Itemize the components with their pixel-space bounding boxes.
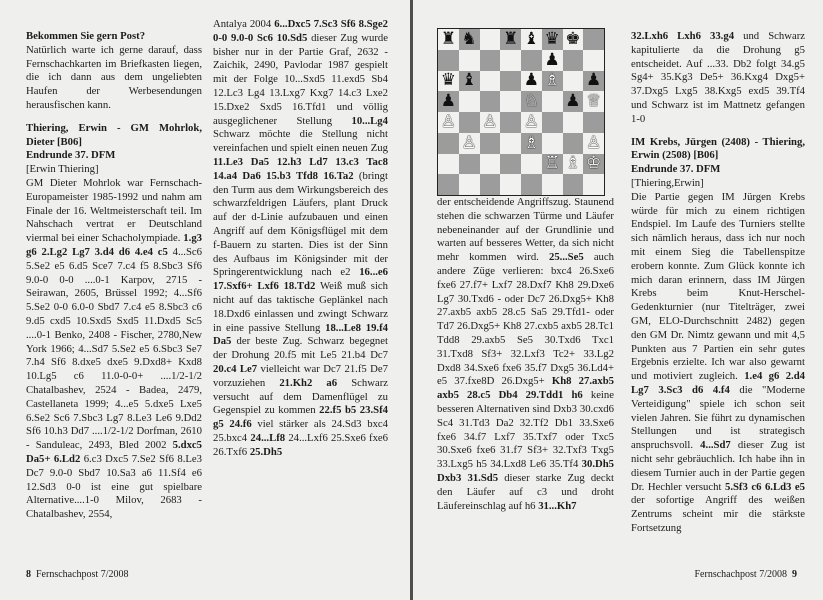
commentary-text: Natürlich warte ich gerne darauf, dass Fernschachkarten im Briefkasten liegen, die ich dann aus dem ungeliebten Haufen der Werbesendungen herausfischen kann. [26,43,202,111]
board-square [583,29,604,50]
left-page-column-2 [213,18,388,460]
section-heading [26,122,202,150]
black-king-icon: ♚ [565,28,581,49]
section-heading [26,30,202,44]
board-square [521,50,542,71]
board-square [459,29,480,50]
board-square [480,50,501,71]
board-square [583,133,604,154]
board-square [563,71,584,92]
commentary-text: Weiß muß sich nicht auf das taktische Geplänkel nach 18.Dxd6 einlassen und zwingt Schwarz in eine passive Stellung [213,280,389,334]
commentary-text: 6.c3 Dxc5 7.Se2 Sf6 8.Le3 Dc7 9.0-0 Sbd7 10.Sa3 a6 11.Sf4 e6 12.Sd3 0-0 ist eine gut spielbare Alternative....1-0 Milov, 2683 - Chatalbashev, 2554, [26,452,202,521]
board-square [500,112,521,133]
board-square [459,91,480,112]
board-square [563,133,584,154]
commentary-text: GM Dieter Mohrlok war Fernschach-Europameister 1985-1992 und nahm am Finale der 16. Weltmeisterschaft teil. Im Nahschach vertrat er Deutschland viermal bei einer Schacholympiade. [26,176,202,245]
board-square [521,29,542,50]
board-square [563,154,584,175]
section-heading [631,163,805,177]
white-bishop-icon: ♗ [523,132,539,153]
chess-moves: 25...Se5 [548,251,584,264]
white-king-icon: ♔ [586,153,602,174]
section-heading [26,149,202,163]
black-bishop-icon: ♝ [461,70,477,91]
chess-moves: Kh8 27.axb5 axb5 28.c5 Db4 29.Tdd1 h6 [437,375,615,402]
chess-moves: 10...Lg4 [351,114,388,127]
board-square [563,174,584,195]
board-square [500,91,521,112]
white-rook-icon: ♖ [544,153,560,174]
board-square [521,133,542,154]
chess-moves: 21.Kh2 a6 [279,376,338,389]
board-square [542,71,563,92]
black-queen-icon: ♛ [544,28,560,49]
board-square [583,71,604,92]
board-square [500,133,521,154]
chess-moves: 11.Le3 Da5 12.h3 Ld7 13.c3 Tac8 14.a4 Da6 15.b3 Tfd8 16.Ta2 [213,155,388,182]
heading-text: IM Krebs, Jürgen (2408) - Thiering, Erwin (2508) [B06] [631,135,805,162]
board-square [542,133,563,154]
board-square [583,174,604,195]
commentary-text: Antalya 2004 [213,18,275,30]
right-page-column-1 [437,196,614,513]
commentary-text: 4...Sc6 5.Se2 e5 6.d5 Sce7 7.c4 f5 8.Sbc3 Sf6 9.0-0 0-0 ....0-1 Karpov, 2715 - Seirawan, 2605, Brüssel 1992; 4...Sf6 5.Se2 0-0 6.0-0 Sbd7 7.c4 e5 8.Sbc3 c6 9.d5 cxd5 10.Sxd5 Sxd5 11.Dxd5 Sc5 ....0-1 Benko, 2408 - Fischer, 2780,New York 1966; 4...Sd7 5.Se2 e5 6.Sbc3 Se7 7.h4 Sf6 8.dxe5 dxe5 9.Dxd8+ Kxd8 10.Lg5 c6 11.0-0-0+ ....1/2-1/2 Chatalbashev, 2524 - Badea, 2479, Castellaneta 1999; 4...e5 5.dxe5 Lxe5 6.Se2 Sc6 7.Sbc3 Lg7 8.Le3 Le6 9.Dd2 Sf6 10.h3 Dd7 ....1/2-1/2 Dorfman, 2610 - Sanduleac, 2493, Bled 2002 [26,245,203,452]
board-square [542,174,563,195]
board-square [583,50,604,71]
board-square [438,154,459,175]
board-square [438,71,459,92]
board-square [521,71,542,92]
chess-moves: 22.f5 b5 23.Sf4 g5 24.f6 [213,404,388,431]
board-square [563,50,584,71]
board-square [438,29,459,50]
white-pawn-icon: ♙ [440,111,456,132]
chess-moves: 30.Dh5 Dxb3 31.Sd5 [437,458,614,484]
board-square [459,71,480,92]
board-square [583,91,604,112]
section-gap [26,113,202,122]
page-number: 8 [26,569,31,580]
board-square [542,112,563,133]
board-square [521,91,542,112]
commentary-text: der sofortige Angriff des weißen Zentrums scheint mir die stärkste Fortsetzung [631,494,805,534]
commentary-text: 24...Lxf6 25.Sxe6 fxe6 26.Txf6 [213,431,389,458]
board-square [480,133,501,154]
commentary-text: keine besseren Alternativen sind Dxb3 30.cxd6 Sc4 31.Td3 Da2 32.Tf2 Db1 33.Sxe6 fxe6 34.f7 Lxf7 35.Txf7 oder Txc5 30.Sxe6 fxe6 31.f7 Sf3+ 32.Txf3 Txg5 33.Lxg5 h5 34.Lxd8 Le6 35.Tf4 [437,389,614,471]
chess-moves: 31...Kh7 [538,499,577,512]
chess-moves: 5.Sf3 c6 6.Ld3 e5 [724,480,806,493]
right-page [413,0,823,600]
chess-moves: 4...Sd7 [700,439,731,452]
chess-moves: 1.g3 g6 2.Lg2 Lg7 3.d4 d6 4.e4 c5 [26,232,202,258]
section-gap [631,127,805,136]
white-knight-icon: ♘ [523,91,539,112]
heading-text: Endrunde 37. DFM [631,163,721,176]
board-square [438,91,459,112]
board-square [542,91,563,112]
black-knight-icon: ♞ [461,28,477,49]
board-square [459,112,480,133]
commentary-text: [Thiering,Erwin] [631,176,704,189]
chess-moves: 5.dxc5 Da5+ 6.Ld2 [26,439,202,465]
magazine-issue: Fernschachpost 7/2008 [36,569,129,580]
commentary-text: und Schwarz kapitulierte da die Drohung g5 entscheidet. Auf ...33. Db2 folgt 34.g5 Sg4+ 35.Kg3 De5+ 36.Kxg4 Dxg5+ 37.Dxg5 Lxg5 38.Kxg5 exd5 39.Tf4 und Schwarz ist im Mattnetz gefangen 1-0 [631,30,805,125]
board-square [438,133,459,154]
board-square [480,71,501,92]
body-paragraph [26,177,202,522]
commentary-text: der beste Zug. Schwarz begegnet der Drohung 20.f5 mit Le5 21.b4 Dc7 [213,335,388,362]
board-square [459,154,480,175]
commentary-text: dieser Zug ist nicht sehr gebräuchlich. Ich habe ihn in diesem Turnier auch in der Partie gegen Dr. Hechler versucht [631,439,805,493]
board-square [583,154,604,175]
commentary-text: dieser Zug wurde bisher nur in der Partie Graf, 2632 - Zaichik, 2490, Pavlodar 1987 gespielt mit der Folge 10...Sxd5 11.exd5 Sb4 12.Lc3 Lg4 13.Lxg7 Kxg7 14.c3 Lxe2 15.Dxe2 Sxd5 16.Tfd1 und völlig ausgeglichener Stellung [213,31,388,127]
board-square [583,112,604,133]
commentary-text: die "Moderne Verteidigung" spiele ich schon seit vielen Jahren. Sie führt zu dynamischen Stellungen und ist strategisch anspruchsvoll. [631,383,805,452]
board-square [438,50,459,71]
right-page-column-2 [631,30,805,536]
black-pawn-icon: ♟ [586,70,602,91]
chess-moves: 1.e4 g6 2.d4 Lg7 3.Sc3 d6 4.f4 [631,370,806,396]
commentary-text: vielleicht war Dc7 21.f5 De7 vorzuziehen [213,362,388,389]
commentary-text: viel stärker als 24.Sd3 bxc4 25.bxc4 [213,418,388,444]
heading-text: Bekommen Sie gern Post? [26,30,146,42]
board-square [542,29,563,50]
board-square [500,174,521,195]
section-heading [631,136,805,164]
white-pawn-icon: ♙ [523,111,539,132]
board-square [542,50,563,71]
left-page [0,0,410,600]
chess-moves: 25.Dh5 [249,445,283,458]
board-square [459,174,480,195]
board-square [438,174,459,195]
magazine-issue: Fernschachpost 7/2008 [694,569,787,580]
commentary-text: Schwarz versucht auf dem Damenflügel zu Gegenspiel zu kommen [213,376,388,417]
chess-moves: 6...Dxc5 7.Sc3 Sf6 8.Sge2 0-0 9.0-0 Sc6 10.Sd5 [213,18,388,44]
black-bishop-icon: ♝ [523,28,539,49]
black-pawn-icon: ♟ [523,70,539,91]
chess-moves: 32.Lxh6 Lxh6 33.g4 [631,30,735,42]
board-square [459,50,480,71]
black-rook-icon: ♜ [503,28,519,49]
page-number: 9 [792,569,797,580]
commentary-text: auch andere Züge verlieren: bxc4 26.Sxe6 fxe6 27.f7+ Lxf7 28.Dxf7 Kh8 29.Dxe6 Lg7 30.Txd6 - oder Dc7 26.Dxg5+ Kh8 27.axb5 axb5 28.c5 Sa5 29.Tfd1- oder Td7 26.Dxg5+ Kh8 27.cxb5 axb5 28.Tc1 Tdd8 29.axb5 Se5 30.Txd6 Txc1 31.Txd8 Sf3+ 32.Lxf3 Tc2+ 33.Lg2 Dxd8 34.Sxe6 fxe6 35.f7 Dxg5 36.Ld4+ e5 37.fxe8D 26.Dxg5+ [437,251,614,388]
left-page-footer [26,569,129,580]
board-square [563,29,584,50]
white-pawn-icon: ♙ [461,132,477,153]
body-paragraph [631,30,805,127]
white-queen-icon: ♕ [586,91,602,112]
body-paragraph [26,163,202,177]
board-square [563,91,584,112]
black-pawn-icon: ♟ [440,91,456,112]
chess-board [438,29,604,195]
chess-diagram [437,28,605,196]
commentary-text: dieser starke Zug deckt den Läufer auf c3 und droht Läufereinschlag auf h6 [437,471,614,512]
board-square [459,133,480,154]
commentary-text: [Erwin Thiering] [26,163,99,176]
board-square [521,174,542,195]
board-square [500,50,521,71]
board-square [480,154,501,175]
chess-moves: 18...Le8 19.f4 Da5 [213,321,388,348]
white-bishop-icon: ♗ [544,70,560,91]
board-square [563,112,584,133]
heading-text: Endrunde 37. DFM [26,149,116,162]
black-queen-icon: ♛ [440,70,456,91]
heading-text: Thiering, Erwin - GM Mohrlok, Dieter [B06] [26,121,202,148]
white-pawn-icon: ♙ [482,111,498,132]
white-bishop-icon: ♗ [565,153,581,174]
board-square [521,154,542,175]
board-square [438,112,459,133]
board-square [480,174,501,195]
board-square [480,112,501,133]
board-square [500,154,521,175]
board-square [480,29,501,50]
body-paragraph [213,18,388,460]
body-paragraph [631,191,805,536]
board-square [500,71,521,92]
right-page-footer [695,569,798,580]
body-paragraph [631,177,805,191]
board-square [542,154,563,175]
white-pawn-icon: ♙ [586,132,602,153]
board-square [500,29,521,50]
black-pawn-icon: ♟ [565,91,581,112]
commentary-text: Schwarz möchte die Stellung nicht vereinfachen und spielt einen neuen Zug [213,128,388,155]
commentary-text: der entscheidende Angriffszug. Staunend stehen die schwarzen Türme und Läufer nebeneinander auf der Grundlinie und warten auf besseres Wetter, da sich nicht mehr kommen wird. [437,196,614,264]
body-paragraph [437,196,614,513]
left-page-column-1 [26,30,202,522]
board-square [480,91,501,112]
commentary-text: Die Partie gegen IM Jürgen Krebs würde für mich zu einem richtigen Endspiel. Im Laufe des Turniers stellte sich nämlich heraus, dass ich nur noch mit einem Sieg die Tabellenspitze erobern konnte. Zum Glück konnte ich mich daran erinnern, dass IM Jürgen Krebs beim Knut-Herschel-Gedenkturnier (nur Titelträger, zwei GM, ELO-Durchschnitt 2482) gegen den GM Dr. Nimtz gewann und mit 4,5 Punkten aus 7 Partien ein sehr gutes Ergebnis erzielte. Ich war also gewarnt und motiviert zugleich. [631,190,805,383]
commentary-text: (bringt den Turm aus dem Wirkungsbereich des schwarzfeldrigen Läufers, plant Druck auf der d-Linie aufzubauen und einen Angriff auf dem Königsflügel mit dem f-Bauern zu starten. Dies ist der Sinn des Aufbaus im Königsinder mit der Springerentwicklung nach e2 [213,169,389,279]
body-paragraph [26,44,202,113]
black-pawn-icon: ♟ [544,49,560,70]
board-square [521,112,542,133]
black-rook-icon: ♜ [440,28,456,49]
chess-moves: 16...e6 17.Sxf6+ Lxf6 18.Td2 [213,266,388,293]
chess-moves: 24...Lf8 [250,431,286,444]
chess-moves: 20.c4 Le7 [213,362,258,375]
